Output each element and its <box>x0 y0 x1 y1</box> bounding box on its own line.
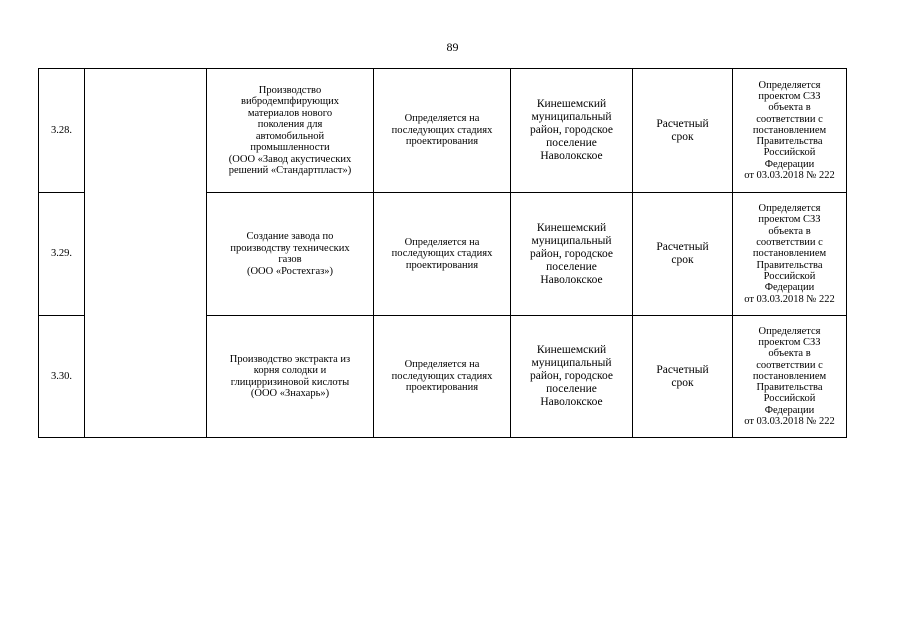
area-cell <box>374 316 511 438</box>
merged-empty-cell <box>85 69 207 438</box>
term-text: Расчетный срок <box>656 241 709 266</box>
location-text: Кинешемский муниципальный район, городское поселение Наволокское <box>530 98 613 162</box>
area-text: Определяется на последующих стадиях проектирования <box>391 113 493 148</box>
object-name-cell <box>207 316 374 438</box>
sanitary-zone-text: Определяется проектом СЗЗ объекта в соответствии с постановлением Правительства Российской Федерации от 03.03.2018 № 222 <box>744 325 835 428</box>
sanitary-zone-cell <box>733 193 847 316</box>
term-text: Расчетный срок <box>656 363 709 389</box>
term-cell <box>633 69 733 193</box>
area-text: Определяется на последующих стадиях проектирования <box>391 359 493 394</box>
term-text: Расчетный срок <box>656 117 709 143</box>
sanitary-zone-cell <box>733 316 847 438</box>
object-name-text: Производство экстракта из корня солодки и глицирризиновой кислоты (ООО «Знахарь») <box>229 353 351 399</box>
object-name-text: Производство вибродемпфирующих материалов нового поколения для автомобильной промышленности (ООО «Завод акустических решений «Стандартпласт») <box>228 84 352 176</box>
location-text: Кинешемский муниципальный район, городское поселение Наволокское <box>530 221 613 286</box>
location-cell <box>511 316 633 438</box>
row-number-cell: 3.30. <box>39 316 85 438</box>
row-number-cell: 3.29. <box>39 193 85 316</box>
location-cell <box>511 69 633 193</box>
sanitary-zone-text: Определяется проектом СЗЗ объекта в соответствии с постановлением Правительства Российской Федерации от 03.03.2018 № 222 <box>744 203 835 305</box>
area-text: Определяется на последующих стадиях проектирования <box>391 236 493 271</box>
objects-table <box>38 68 847 438</box>
area-cell <box>374 193 511 316</box>
row-number-cell: 3.28. <box>39 69 85 193</box>
page-number: 89 <box>446 40 459 54</box>
term-cell <box>633 316 733 438</box>
object-name-cell <box>207 69 374 193</box>
object-name-text: Создание завода по производству технических газов (ООО «Ростехгаз») <box>230 231 350 277</box>
table-row <box>39 69 847 193</box>
location-text: Кинешемский муниципальный район, городское поселение Наволокское <box>530 344 613 408</box>
area-cell <box>374 69 511 193</box>
location-cell <box>511 193 633 316</box>
term-cell <box>633 193 733 316</box>
sanitary-zone-cell <box>733 69 847 193</box>
object-name-cell <box>207 193 374 316</box>
sanitary-zone-text: Определяется проектом СЗЗ объекта в соответствии с постановлением Правительства Российской Федерации от 03.03.2018 № 222 <box>744 79 835 182</box>
